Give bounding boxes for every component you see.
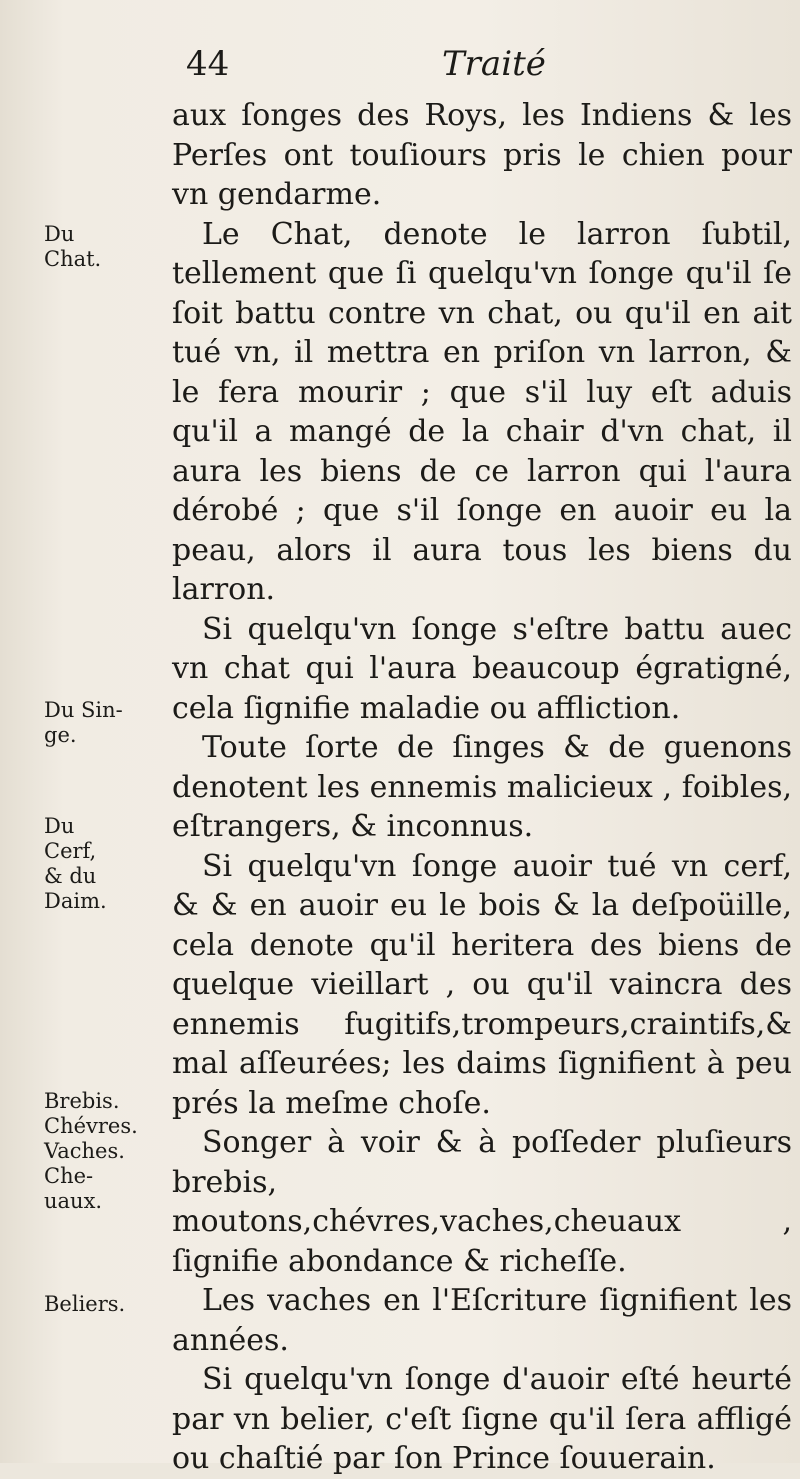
paragraph: Les vaches en l'Eſcriture ſignifient les années. [172, 1283, 792, 1358]
margin-note-brebis: Brebis. Chévres. Vaches. Che- uaux. [44, 1089, 138, 1213]
paragraph: Le Chat, denote le larron ſubtil, tellement que ſi quelqu'vn ſonge qu'il ſe ſoit battu contre vn chat, ou qu'il en ait tué vn, il mettra en priſon vn larron, & le fera mourir ; que s'il luy eſt aduis qu'il a mangé de la chair d'vn chat, il aura les biens de ce larron qui l'aura dérobé ; que s'il ſonge en auoir eu la peau, alors il aura tous les biens du larron. [172, 216, 792, 607]
margin-note-chat: Du Chat. [44, 222, 102, 271]
paragraph: Songer à voir & à poſſeder pluſieurs brebis, moutons,chévres,vaches,cheuaux , ſignifie abondance & richeſſe. [172, 1125, 792, 1279]
margin-note-singe: Du Sin- ge. [44, 698, 123, 747]
paragraph: Si quelqu'vn ſonge d'auoir eſté heurté par vn belier, c'eſt ſigne qu'il ſera affligé ou chaſtié par ſon Prince ſouuerain. [172, 1362, 792, 1476]
running-head: Traité [442, 44, 546, 84]
margin-note-cerf-daim: Du Cerf, & du Daim. [44, 814, 107, 913]
paragraph: aux ſonges des Roys, les Indiens & les Perſes ont touſiours pris le chien pour vn gendarme. [172, 98, 792, 212]
paragraph: Si quelqu'vn ſonge auoir tué vn cerf, & & en auoir eu le bois & la deſpoüille, cela denote qu'il heritera des biens de quelque vieillart , ou qu'il vaincra des ennemis fugitifs,trompeurs,craintifs,& mal aſſeurées; les daims ſignifient à peu prés la meſme choſe. [172, 848, 792, 1121]
paragraph: Toute ſorte de ſinges & de guenons denotent les ennemis malicieux , foibles, eſtrangers, & inconnus. [172, 730, 792, 844]
page-header [180, 44, 780, 94]
body-text [172, 96, 792, 1479]
paragraph: Si quelqu'vn ſonge s'eſtre battu auec vn chat qui l'aura beaucoup égratigné, cela ſignifie maladie ou affliction. [172, 611, 792, 726]
page-number: 44 [186, 44, 230, 84]
margin-note-beliers: Beliers. [44, 1292, 126, 1316]
